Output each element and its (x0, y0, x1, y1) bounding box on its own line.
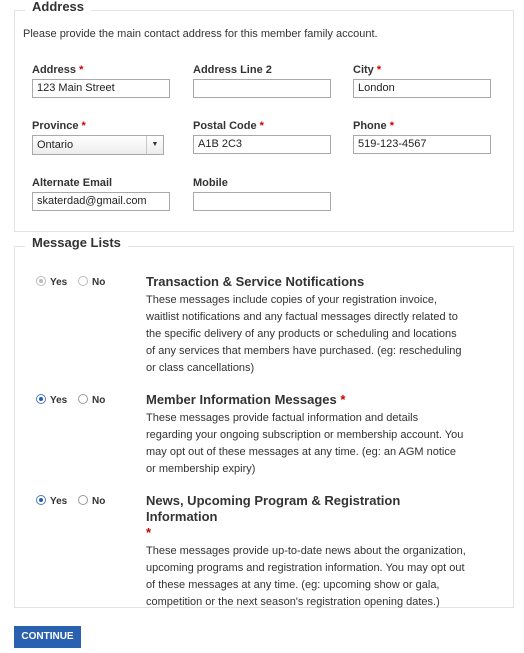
city-input[interactable]: London (353, 79, 491, 98)
phone-field: Phone * (353, 120, 394, 132)
address-line2-input[interactable] (193, 79, 331, 98)
province-value: Ontario (37, 139, 74, 151)
address-line2-field (193, 64, 333, 79)
radio-icon (78, 394, 88, 404)
alternate-email-input[interactable]: skaterdad@gmail.com (32, 192, 170, 211)
phone-label: Phone (353, 120, 387, 132)
message-list-3-description: These messages provide up-to-date news about the organization, upcoming programs and registration information. You may opt out of these messages at any time. (eg: upcoming show or gala, competition or the next season's registration opening dates.) (146, 545, 466, 608)
mobile-field (193, 177, 333, 192)
continue-button[interactable]: CONTINUE (14, 626, 81, 648)
postal-code-label: Postal Code (193, 120, 257, 132)
province-field: Province * (32, 120, 86, 132)
address-label: Address (32, 64, 77, 76)
chevron-down-icon[interactable]: ▼ (146, 136, 163, 154)
message-list-2-yes-radio[interactable]: Yes (36, 395, 75, 406)
alternate-email-field (32, 177, 172, 192)
message-list-2-options (36, 394, 113, 406)
city-field: City * (353, 64, 382, 76)
radio-selected-icon (36, 394, 46, 404)
mobile-label: Mobile (193, 177, 228, 189)
message-list-1-description: These messages include copies of your registration invoice, waitlist notifications and any factual messages directly related to the specific delivery of any products or scheduling and locations of any services that members have purchased. (eg: rescheduling or class cancellations) (146, 294, 462, 374)
address-line2-label: Address Line 2 (193, 64, 272, 76)
phone-input[interactable]: 519-123-4567 (353, 135, 491, 154)
postal-code-field: Postal Code * (193, 120, 264, 132)
province-label: Province (32, 120, 79, 132)
message-list-2-no-radio[interactable]: No (78, 395, 113, 406)
message-list-1 (146, 274, 466, 377)
message-list-3-title: News, Upcoming Program & Registration Information * (146, 493, 401, 540)
mobile-input[interactable] (193, 192, 331, 211)
province-select[interactable] (32, 135, 164, 155)
message-list-3 (146, 493, 466, 611)
message-list-2 (146, 392, 466, 478)
message-list-1-no-radio[interactable]: No (78, 277, 113, 288)
radio-icon (78, 495, 88, 505)
address-input[interactable]: 123 Main Street (32, 79, 170, 98)
radio-selected-icon (36, 276, 46, 286)
message-lists-legend: Message Lists (25, 234, 128, 252)
alternate-email-label: Alternate Email (32, 177, 113, 189)
radio-selected-icon (36, 495, 46, 505)
address-legend: Address (25, 0, 91, 16)
message-list-3-yes-radio[interactable]: Yes (36, 496, 75, 507)
message-list-1-title: Transaction & Service Notifications (146, 274, 365, 289)
city-label: City (353, 64, 374, 76)
message-list-3-no-radio[interactable]: No (78, 496, 113, 507)
message-list-1-options (36, 276, 113, 288)
message-list-2-description: These messages provide factual information and details regarding your ongoing subscription or membership account. You may opt out of these messages at any time. (eg: an AGM notice or membership expiry) (146, 412, 464, 475)
message-list-3-options (36, 495, 113, 507)
address-field: Address * (32, 64, 84, 76)
radio-icon (78, 276, 88, 286)
message-list-1-yes-radio[interactable]: Yes (36, 277, 75, 288)
address-intro: Please provide the main contact address for this member family account. (23, 28, 378, 40)
message-list-2-title: Member Information Messages * (146, 392, 346, 407)
postal-code-input[interactable]: A1B 2C3 (193, 135, 331, 154)
